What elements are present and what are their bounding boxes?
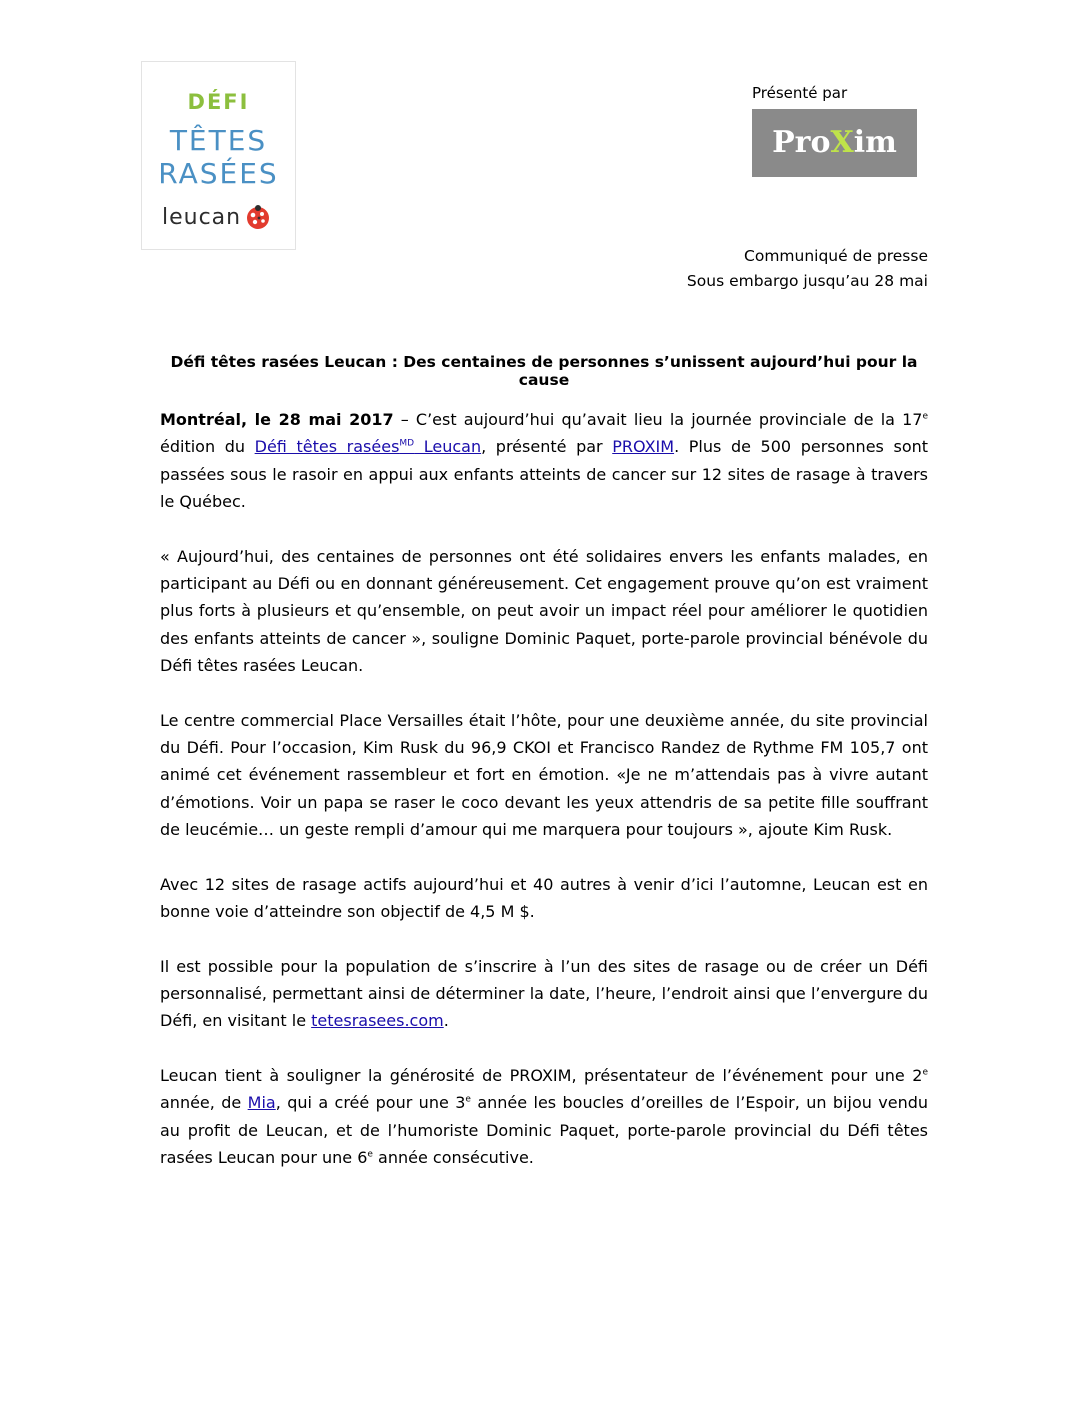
paragraph-2: « Aujourd’hui, des centaines de personnes ont été solidaires envers les enfants malades, en participant au Défi ou en donnant généreusement. Cet engagement prouve qu’on est vraiment plus forts à plusieurs et qu’ensemble, on peut avoir un impact réel pour améliorer le quotidien des enfants atteints de cancer », souligne Dominic Paquet, porte-parole provincial bénévole du Défi têtes rasées Leucan. — [160, 546, 928, 676]
p6-text-5: année consécutive. — [372, 1147, 534, 1167]
paragraph-1 — [160, 406, 928, 516]
ladybug-icon — [245, 204, 271, 230]
p6-sup-3: e — [367, 1149, 373, 1160]
logo-defi-text: DÉFI — [187, 90, 250, 114]
p6-text-4: année les boucles d’oreilles de l’Espoir, un bijou vendu au profit de Leucan, et de l’humoriste Dominic Paquet, porte-parole provincial du Défi têtes rasées Leucan pour une 6 — [160, 1093, 929, 1167]
defi-link-text-2: Leucan — [414, 437, 482, 457]
leucan-logo — [162, 202, 271, 232]
logo-tetes-text: TÊTES — [169, 124, 268, 157]
defi-link-sup: MD — [399, 439, 415, 450]
paragraph-3: Le centre commercial Place Versailles était l’hôte, pour une deuxième année, du site provincial du Défi. Pour l’occasion, Kim Rusk du 96,9 CKOI et Francisco Randez de Rythme FM 105,7 ont animé cet événement rassembleur et fort en émotion. «Je ne m’attendais pas à vivre autant d’émotions. Voir un papa se raser le coco devant les yeux attendris de sa petite fille souffrant de leucémie… un geste rempli d’amour qui me marquera pour toujours », ajoute Kim Rusk. — [160, 710, 928, 840]
press-release-header — [687, 244, 928, 294]
proxim-logo-text — [752, 125, 917, 160]
p6-text-2: année, de — [160, 1093, 248, 1113]
p6-text-1: Leucan tient à souligner la générosité de PROXIM, présentateur de l’événement pour une 2 — [160, 1065, 923, 1085]
defi-link[interactable] — [255, 437, 481, 456]
defi-link-text: Défi têtes rasées — [254, 437, 400, 457]
p6-sup-1: e — [922, 1067, 928, 1078]
proxim-logo-part2: im — [853, 125, 897, 160]
dateline: Montréal, le 28 mai 2017 — [160, 410, 394, 429]
paragraph-4: Avec 12 sites de rasage actifs aujourd’hui et 40 autres à venir d’ici l’automne, Leucan est en bonne voie d’atteindre son objectif de 4,5 M $. — [160, 874, 928, 922]
article-body — [160, 406, 928, 1198]
p1-sup-1: e — [922, 411, 929, 422]
p1-text-3: , présenté par — [481, 437, 613, 457]
p1-text-1: – C’est aujourd’hui qu’avait lieu la journée provinciale de la 17 — [393, 410, 923, 429]
mia-link[interactable]: Mia — [247, 1093, 276, 1113]
p1-text-2: édition du — [160, 437, 255, 457]
logo-leucan-text: leucan — [162, 204, 242, 230]
paragraph-5 — [160, 953, 928, 1035]
p1-text-4: . Plus de 500 personnes sont passées sous le rasoir en appui aux enfants atteints de cancer sur 12 sites de rasage à travers le Québec. — [160, 437, 929, 512]
proxim-logo-part1: Pro — [772, 125, 831, 160]
defi-tetes-rasees-logo — [141, 61, 296, 250]
proxim-logo — [752, 109, 917, 177]
p6-text-3: , qui a créé pour une 3 — [275, 1093, 466, 1113]
proxim-link[interactable]: PROXIM — [612, 437, 675, 457]
proxim-logo-x: X — [830, 125, 854, 160]
p6-sup-2: e — [465, 1094, 471, 1105]
logo-rasees-text: RASÉES — [158, 157, 279, 190]
headline: Défi têtes rasées Leucan : Des centaines de personnes s’unissent aujourd’hui pour la cause — [170, 353, 918, 389]
tetesrasees-link[interactable]: tetesrasees.com — [311, 1011, 444, 1031]
press-release-label: Communiqué de presse — [744, 247, 928, 265]
paragraph-6 — [160, 1062, 928, 1172]
presented-by-label: Présenté par — [752, 84, 848, 102]
p5-text-2: . — [443, 1011, 449, 1031]
embargo-label: Sous embargo jusqu’au 28 mai — [686, 272, 928, 290]
p5-text-1: Il est possible pour la population de s’inscrire à l’un des sites de rasage ou de créer un Défi personnalisé, permettant ainsi de déterminer la date, l’heure, l’endroit ainsi que l’envergure du Défi, en visitant le — [160, 956, 928, 1031]
